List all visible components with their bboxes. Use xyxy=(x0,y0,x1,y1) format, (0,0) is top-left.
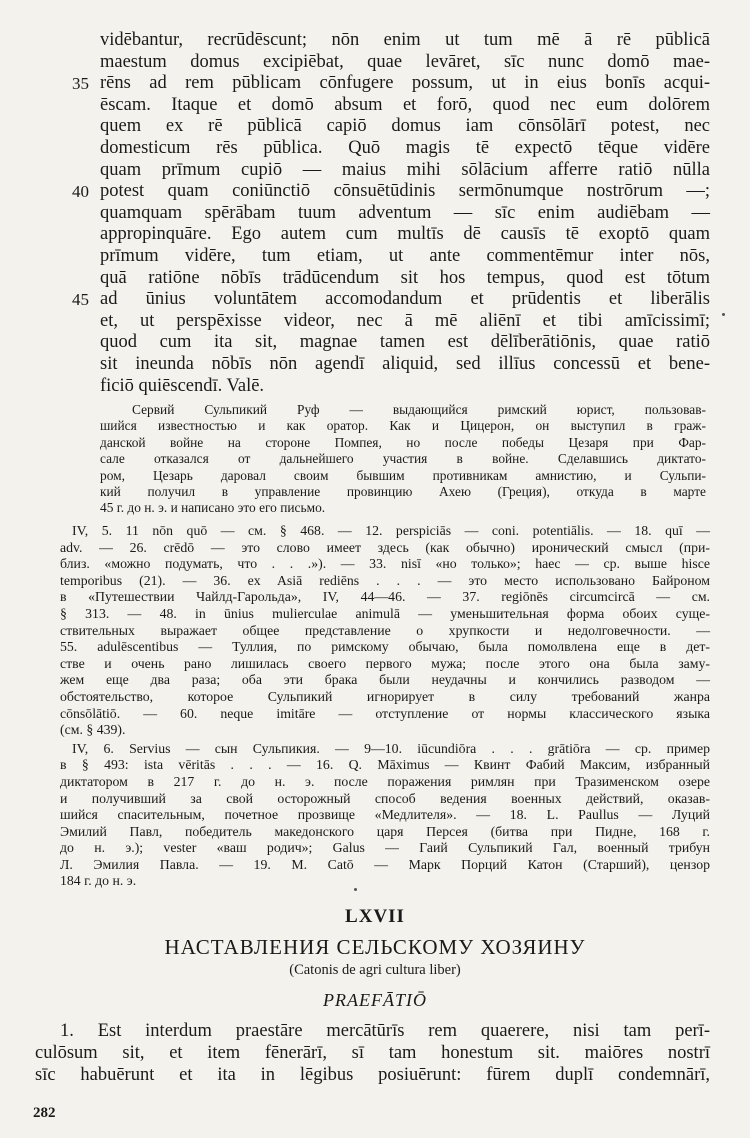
page-number: 282 xyxy=(33,1105,56,1121)
body-text xyxy=(35,1020,710,1087)
text-line: et, ut perspēxisse videor, nec ā mē aliēnī et tibi amīcissimī; xyxy=(100,310,710,331)
text-line: quamquam spērābam tuum adventum — sīc enim audiēbam — xyxy=(100,202,710,223)
print-speck xyxy=(722,313,725,316)
commentary-line: диктатором в 217 г. до н. э. после поражения римлян при Тразименском озере xyxy=(60,773,710,789)
body-line: culōsum sit, et item fēnerārī, sī tam honestum sit. maiōres nostrī xyxy=(35,1043,710,1064)
text-line: potest quam coniūnctiō cōnsuētūdinis sermōnumque nostrōrum —; xyxy=(100,181,710,202)
note-line: данской войне на стороне Помпея, но после победы Цезаря при Фар- xyxy=(100,434,706,450)
text-line: vidēbantur, recrūdēscunt; nōn enim ut tum mē ā rē pūblicā xyxy=(100,30,710,50)
commentary-line: близ. «можно подумать, что . . .»). — 33. nisī «но только»; haec — ср. выше hisce xyxy=(60,556,710,572)
historical-note xyxy=(100,402,706,517)
commentary-line: IV, 5. 11 nōn quō — см. § 468. — 12. perspiciās — coni. potentiālis. — 18. quī — xyxy=(72,523,710,538)
note-line: 45 г. до н. э. и написано это его письмо. xyxy=(100,500,326,516)
text-line: rēns ad rem pūblicam cōnfugere possum, ut in eius bonīs acqui- xyxy=(100,73,710,94)
text-line: prīmum vidēre, tum etiam, ut ante commentēmur inter nōs, xyxy=(100,245,710,266)
text-line: ficiō quiēscendī. Valē. xyxy=(100,375,265,396)
text-line: domesticum rēs pūblica. Quō magis tē expectō tēque vidēre xyxy=(100,137,710,158)
text-line: quam prīmum cupiō — maius mihi sōlācium afferre ratiō nūlla xyxy=(100,159,710,180)
section-subtitle: (Catonis de agri cultura liber) xyxy=(289,962,461,978)
note-line: ром, Цезарь даровал своим бывшим противникам амнистию, и Сульпи- xyxy=(100,467,706,483)
commentary-line: Эмилий Павл, победитель македонского царя Персея (битва при Пидне, 168 г. xyxy=(60,823,710,839)
commentary-line: до н. э.); vester «ваш родич»; Galus — Гаий Сульпикий Гал, военный трибун xyxy=(60,840,710,856)
commentary-line: (см. § 439). xyxy=(60,722,126,738)
section-heading: PRAEFĀTIŌ xyxy=(323,990,427,1010)
print-speck xyxy=(354,888,357,891)
text-line: maestum domus excipiēbat, quae levāret, sīc nunc domō mae- xyxy=(100,51,710,72)
commentary-line: temporibus (21). — 36. ex Asiā rediēns . . . — это место использовано Байроном xyxy=(60,572,710,588)
text-line: appropinquāre. Ego autem cum multīs dē causīs tē exoptō quam xyxy=(100,224,710,245)
commentary-line: adv. — 26. crēdō — это слово имеет здесь (как обычно) иронический смысл (при- xyxy=(60,539,710,555)
line-number: 45 xyxy=(72,290,89,309)
body-line: sīc habuērunt et ita in lēgibus posiuērunt: fūrem duplī condemnārī, xyxy=(35,1065,710,1086)
commentary-line: стве и очень рано лишилась своего первого мужа; после этого она была заму- xyxy=(60,655,710,671)
note-line: Сервий Сульпикий Руф — выдающийся римский юрист, пользовав- xyxy=(132,402,706,417)
commentary-line: жем еще два раза; оба эти брака были неудачны и кончились разводом — xyxy=(60,672,710,688)
commentary-line: в «Путешествии Чайлд-Гарольда», IV, 44—46. — 37. regiōnēs circumcircā — см. xyxy=(60,589,710,605)
note-line: сале отказался от дальнейшего участия в войне. Сделавшись диктато- xyxy=(100,451,706,467)
text-line: ad ūnius voluntātem accomodandum et prūdentis et liberālis xyxy=(100,289,710,310)
text-line: quod cum ita sit, magnae tamen est dēlīberātiōnis, quae ratiō xyxy=(100,332,710,353)
commentary-line: 184 г. до н. э. xyxy=(60,873,137,889)
section-title: НАСТАВЛЕНИЯ СЕЛЬСКОМУ ХОЗЯИНУ xyxy=(164,935,586,959)
commentary-line: 55. adulēscentibus — Туллия, по римскому обычаю, была помолвлена еще в дет- xyxy=(60,639,710,655)
commentary-line: обстоятельство, которое Сульпикий игнорирует в силу требований жанра xyxy=(60,688,710,704)
commentary-line: Л. Эмилия Павла. — 19. M. Catō — Марк Порций Катон (Старший), цензор xyxy=(60,856,710,872)
text-line: quem ex rē pūblicā capiō domus iam cōnsōlārī potest, nec xyxy=(100,116,710,137)
commentary-line: IV, 6. Servius — сын Сульпикия. — 9—10. iūcundiōra . . . grātiōra — ср. пример xyxy=(72,740,710,756)
commentary-line: § 313. — 48. in ūnius mulierculae animulā — уменьшительная форма обоих суще- xyxy=(60,605,710,621)
latin-text-block xyxy=(100,30,710,397)
commentary-line: в § 493: ista vēritās . . . — 16. Q. Māximus — Квинт Фабий Максим, избранный xyxy=(60,757,710,773)
section-number: LXVII xyxy=(345,906,405,927)
commentary-line: ствительных выражает общее представление о хрупкости и недолговечности. — xyxy=(60,622,710,638)
note-line: шийся известностью и как оратор. Как и Цицерон, он выступил в граж- xyxy=(100,418,706,434)
commentary-line: и получивший за свой осторожный способ ведения военных действий, оказав- xyxy=(60,790,710,806)
note-line: кий получил в управление провинцию Ахею (Греция), откуда в марте xyxy=(100,483,706,499)
body-line: 1. Est interdum praestāre mercātūrīs rem quaerere, nisi tam perī- xyxy=(60,1021,710,1041)
text-line: quā ratiōne nōbīs trādūcendum sit hos tempus, quod est tōtum xyxy=(100,267,710,288)
commentary-line: шийся спасительным, почетное прозвище «Медлителя». — 18. L. Paullus — Луций xyxy=(60,807,710,823)
commentary-line: cōnsōlātiō. — 60. neque imitāre — отступление от нормы классического языка xyxy=(60,705,710,721)
line-number: 35 xyxy=(72,74,89,93)
text-line: ēscam. Itaque et domō absum et forō, quod nec eum dolōrem xyxy=(100,94,710,115)
line-number: 40 xyxy=(72,182,89,201)
text-line: sit ineunda nōbīs nōn agendī aliquid, sed illīus concessū et bene- xyxy=(100,353,710,374)
commentary xyxy=(60,523,710,890)
